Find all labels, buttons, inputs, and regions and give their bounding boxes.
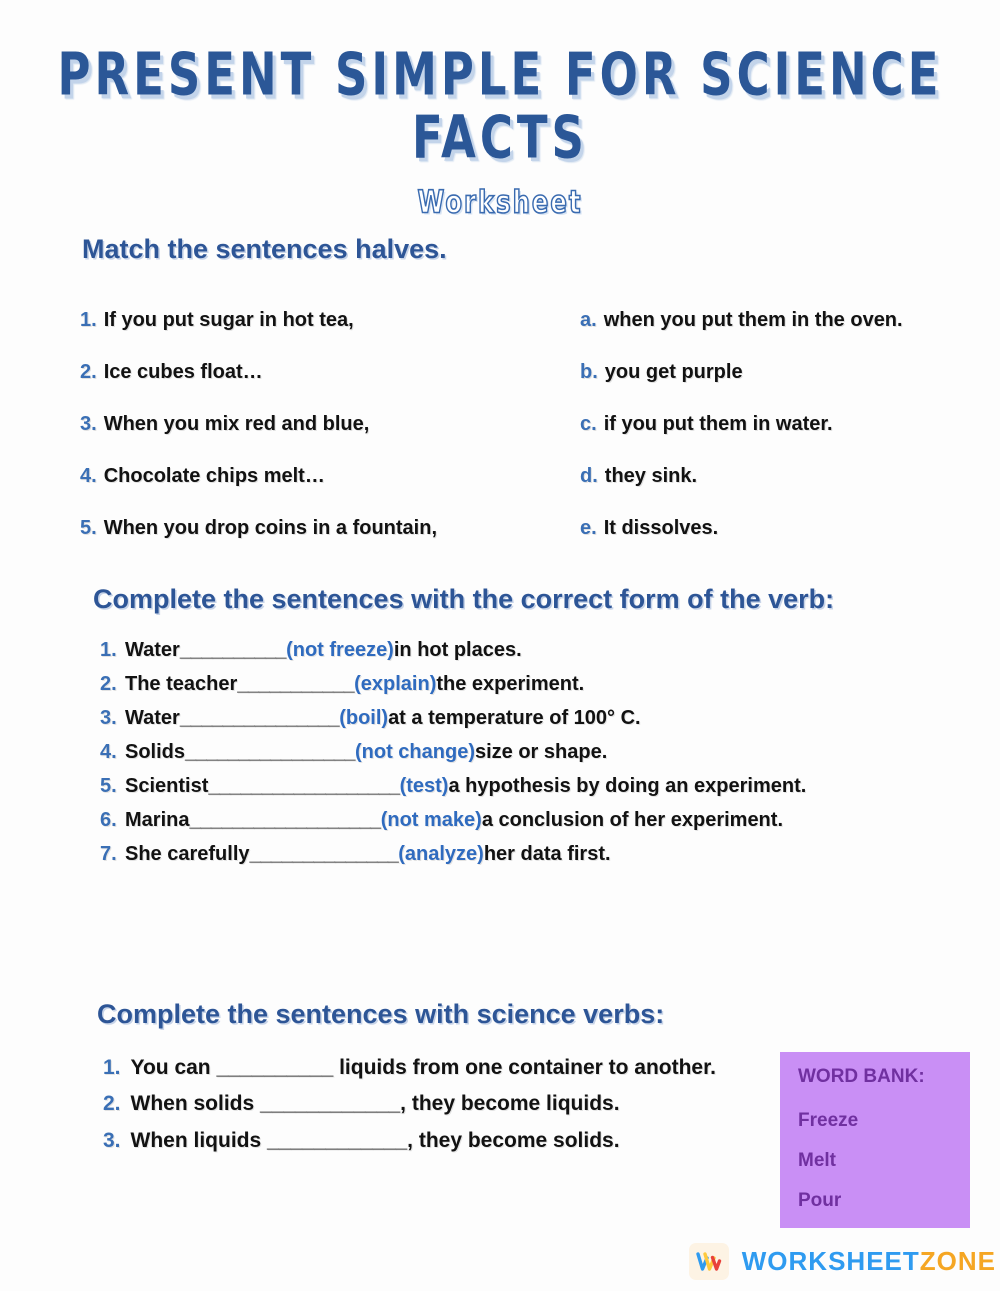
verb-hint: (analyze) (398, 843, 484, 866)
answer-blank[interactable]: __________________ (208, 775, 400, 798)
item-marker: 5. (100, 775, 117, 798)
verb-hint: (explain) (354, 673, 437, 696)
section-match-sentences (0, 230, 1000, 569)
verb-hint: (not freeze) (286, 639, 394, 662)
item-marker: 6. (100, 809, 117, 832)
brand-name-secondary: ZONE (919, 1246, 996, 1276)
verb-hint: (boil) (339, 707, 389, 730)
word-bank-word: Pour (798, 1190, 842, 1211)
list-item[interactable] (100, 843, 1000, 866)
item-text-after: size or shape. (474, 741, 608, 764)
list-item[interactable] (80, 413, 490, 436)
section1-heading: Match the sentences halves. (82, 234, 447, 264)
worksheetzone-logo-icon (689, 1243, 729, 1280)
brand-name-primary: WORKSHEET (741, 1246, 920, 1276)
list-item[interactable] (80, 361, 490, 384)
verb-hint: (not change) (354, 741, 475, 764)
list-item[interactable] (100, 775, 1000, 798)
item-marker: 3. (80, 413, 97, 436)
section-science-verbs (0, 995, 1000, 1211)
list-item[interactable] (580, 465, 1000, 488)
item-text-after: the experiment. (436, 673, 585, 696)
verb-hint: (test) (399, 775, 449, 798)
answer-blank[interactable]: ___________ (237, 673, 355, 696)
list-item[interactable] (103, 1054, 770, 1082)
list-item[interactable] (100, 707, 1000, 730)
list-item[interactable] (100, 809, 1000, 832)
page-subtitle: Worksheet (417, 184, 583, 221)
item-marker: 4. (80, 465, 97, 488)
item-text-after: in hot places. (393, 639, 522, 662)
match-columns (0, 309, 1000, 569)
match-left-column (0, 309, 490, 569)
item-text: When you drop coins in a fountain, (103, 517, 438, 540)
list-item[interactable] (80, 309, 490, 332)
item-marker: 3. (103, 1128, 121, 1152)
item-marker: 5. (80, 517, 97, 540)
page-title: PRESENT SIMPLE FOR SCIENCE FACTS (57, 40, 943, 171)
item-text-after: a conclusion of her experiment. (481, 809, 783, 832)
section-verb-forms (0, 580, 1000, 877)
footer-branding (0, 1243, 1000, 1280)
answer-blank[interactable]: ________________ (185, 741, 355, 764)
section2-heading: Complete the sentences with the correct form of the verb: (93, 584, 835, 614)
item-text: you get purple (604, 361, 743, 384)
item-text: Ice cubes float… (103, 361, 263, 384)
word-bank-title: WORD BANK: (798, 1066, 925, 1087)
item-text-after: at a temperature of 100° C. (388, 707, 641, 730)
item-marker: 2. (103, 1092, 121, 1116)
list-item[interactable] (103, 1090, 770, 1118)
item-marker: e. (580, 517, 597, 540)
word-bank-word: Melt (798, 1150, 836, 1171)
word-bank (780, 1052, 970, 1228)
item-text-before: She carefully (125, 843, 250, 866)
answer-blank[interactable]: __________________ (189, 809, 381, 832)
list-item[interactable] (103, 1127, 770, 1155)
answer-blank[interactable]: ______________ (249, 843, 399, 866)
item-text: when you put them in the oven. (603, 309, 903, 332)
item-text-before: Marina (125, 809, 190, 832)
item-text-before: Water (125, 707, 180, 730)
item-marker: a. (580, 309, 597, 332)
item-text: You can __________ liquids from one container to another. (130, 1056, 716, 1080)
list-item[interactable] (580, 517, 1000, 540)
item-text-before: Water (125, 639, 180, 662)
section3-heading: Complete the sentences with science verbs: (97, 999, 665, 1029)
item-marker: 1. (103, 1056, 121, 1080)
list-item[interactable] (80, 465, 490, 488)
item-text: if you put them in water. (603, 413, 833, 436)
worksheet-title-block (0, 0, 1000, 221)
item-marker: 1. (80, 309, 97, 332)
match-right-column (490, 309, 1000, 569)
item-text: When you mix red and blue, (103, 413, 370, 436)
list-item[interactable] (100, 741, 1000, 764)
worksheetzone-wordmark (742, 1246, 996, 1277)
item-text: Chocolate chips melt… (103, 465, 325, 488)
science-verb-list (0, 1054, 770, 1163)
item-marker: 1. (100, 639, 117, 662)
item-text: When solids ____________, they become liquids. (130, 1092, 620, 1116)
item-marker: 2. (80, 361, 97, 384)
item-text-before: The teacher (125, 673, 238, 696)
item-text: If you put sugar in hot tea, (103, 309, 354, 332)
answer-blank[interactable]: __________ (179, 639, 287, 662)
list-item[interactable] (580, 361, 1000, 384)
item-text-before: Scientist (125, 775, 209, 798)
section3-body (0, 1054, 1000, 1211)
answer-blank[interactable]: _______________ (179, 707, 340, 730)
item-marker: c. (580, 413, 597, 436)
list-item[interactable] (80, 517, 490, 540)
item-marker: 3. (100, 707, 117, 730)
item-marker: d. (580, 465, 598, 488)
verb-hint: (not make) (380, 809, 482, 832)
item-marker: b. (580, 361, 598, 384)
item-text-before: Solids (125, 741, 186, 764)
item-text-after: a hypothesis by doing an experiment. (448, 775, 807, 798)
word-bank-word: Freeze (798, 1110, 859, 1131)
list-item[interactable] (100, 673, 1000, 696)
item-text: they sink. (604, 465, 698, 488)
item-marker: 4. (100, 741, 117, 764)
list-item[interactable] (580, 413, 1000, 436)
verb-form-list (0, 639, 1000, 866)
item-text-after: her data first. (483, 843, 611, 866)
item-marker: 7. (100, 843, 117, 866)
item-marker: 2. (100, 673, 117, 696)
list-item[interactable] (100, 639, 1000, 662)
list-item[interactable] (580, 309, 1000, 332)
item-text: When liquids ____________, they become solids. (130, 1128, 620, 1152)
item-text: It dissolves. (603, 517, 719, 540)
